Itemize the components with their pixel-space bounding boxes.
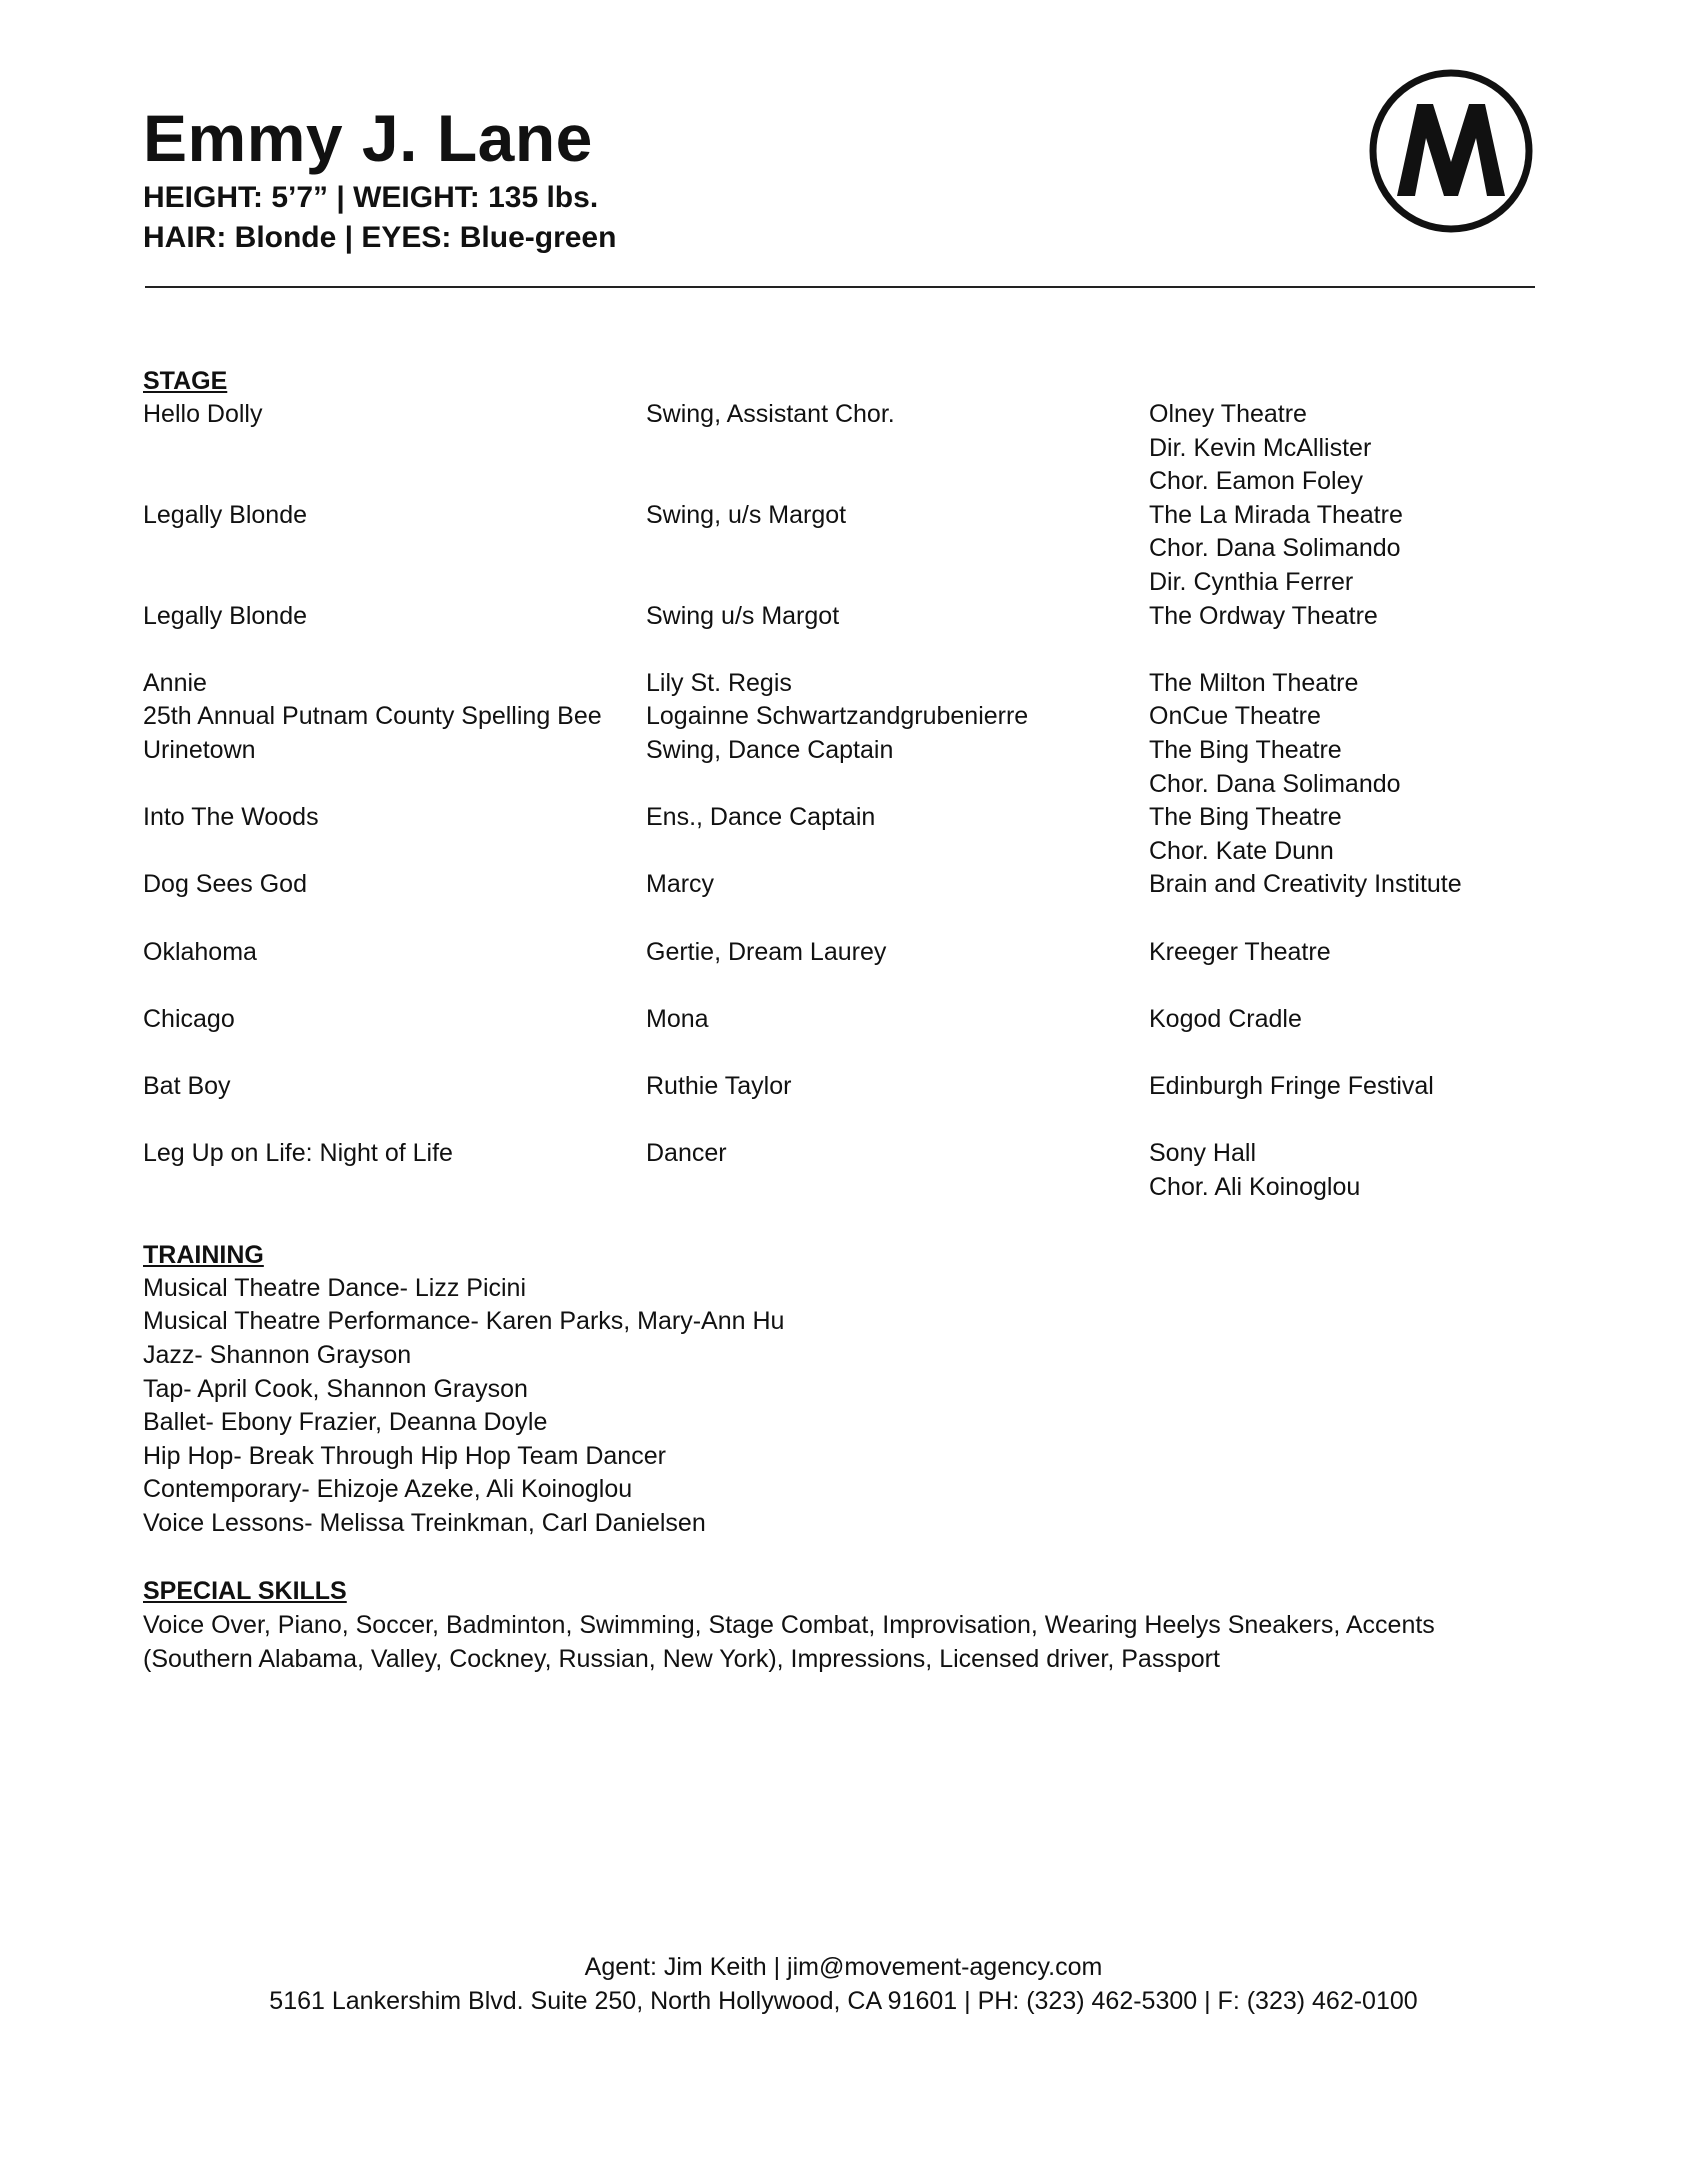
training-section: [143, 1238, 1543, 1541]
credit-venue: [1149, 1137, 1543, 1204]
credit-show: Legally Blonde: [143, 601, 308, 630]
credit-role: Gertie, Dream Laurey: [646, 937, 887, 966]
credit-row: [143, 398, 1543, 499]
credit-spacer: [143, 1036, 1543, 1070]
credit-row: [143, 1137, 1543, 1204]
credit-show: Legally Blonde: [143, 500, 308, 529]
agency-address: 5161 Lankershim Blvd. Suite 250, North Hollywood, CA 91601 | PH: (323) 462-5300 | F: (323) 462-0100: [269, 1987, 1418, 2015]
agent-contact: Agent: Jim Keith | jim@movement-agency.com: [584, 1953, 1103, 1981]
credit-show: Oklahoma: [143, 937, 257, 966]
credit-venue: [1149, 398, 1543, 499]
credit-role: Swing, Dance Captain: [646, 735, 894, 764]
credit-row: [143, 936, 1543, 970]
training-item: Musical Theatre Dance- Lizz Picini: [143, 1273, 527, 1302]
credit-venue: [1149, 600, 1543, 634]
credit-venue-line: Olney Theatre: [1149, 400, 1307, 428]
credit-venue-line: Chor. Eamon Foley: [1149, 467, 1363, 496]
credit-venue-line: Dir. Cynthia Ferrer: [1149, 567, 1354, 596]
credit-row: [143, 667, 1543, 701]
credit-show: Dog Sees God: [143, 870, 307, 899]
credit-venue-line: The Bing Theatre: [1149, 803, 1342, 832]
credit-venue: [1149, 1070, 1543, 1104]
training-heading: TRAINING: [143, 1240, 264, 1269]
credit-venue-line: OnCue Theatre: [1149, 702, 1321, 731]
credit-show: Into The Woods: [143, 803, 319, 832]
credit-show: Hello Dolly: [143, 400, 263, 428]
credit-venue-line: The Ordway Theatre: [1149, 601, 1378, 630]
credit-venue-line: Brain and Creativity Institute: [1149, 870, 1462, 899]
credit-venue: [1149, 700, 1543, 734]
stage-section: [143, 364, 1543, 1204]
credit-spacer: [143, 1103, 1543, 1137]
agency-m-logo-icon: [1368, 68, 1534, 234]
credit-venue-line: Edinburgh Fringe Festival: [1149, 1071, 1434, 1100]
credit-show: Urinetown: [143, 735, 256, 764]
special-skills-section: [143, 1574, 1543, 1676]
training-item: Jazz- Shannon Grayson: [143, 1341, 412, 1370]
credit-spacer: [143, 902, 1543, 936]
credit-venue-line: Chor. Kate Dunn: [1149, 836, 1334, 865]
credit-venue: [1149, 1003, 1543, 1037]
credit-venue-line: Chor. Dana Solimando: [1149, 534, 1401, 563]
stage-credits-table: [143, 398, 1543, 1204]
credit-show: Leg Up on Life: Night of Life: [143, 1139, 453, 1168]
credit-venue-line: The La Mirada Theatre: [1149, 500, 1403, 529]
credit-venue: [1149, 801, 1543, 868]
credit-row: [143, 1070, 1543, 1104]
credit-venue: [1149, 868, 1543, 902]
credit-venue-line: Dir. Kevin McAllister: [1149, 433, 1372, 462]
credit-show: 25th Annual Putnam County Spelling Bee: [143, 702, 602, 731]
credit-row: [143, 1003, 1543, 1037]
credit-venue-line: Kreeger Theatre: [1149, 937, 1331, 966]
credit-role: Swing, u/s Margot: [646, 500, 847, 529]
special-skills-text: Voice Over, Piano, Soccer, Badminton, Swimming, Stage Combat, Improvisation, Wearing Heelys Sneakers, Accents (Southern Alabama, Valley, Cockney, Russian, New York), Impressions, Licensed driver, Passport: [143, 1611, 1435, 1674]
credit-row: [143, 700, 1543, 734]
training-item: Musical Theatre Performance- Karen Parks, Mary-Ann Hu: [143, 1307, 785, 1336]
credit-role: Ens., Dance Captain: [646, 803, 876, 832]
resume-header: [143, 98, 616, 258]
credit-venue-line: Sony Hall: [1149, 1139, 1256, 1168]
credit-venue: [1149, 734, 1543, 801]
credit-venue: [1149, 667, 1543, 701]
credit-role: Mona: [646, 1004, 709, 1033]
credit-venue: [1149, 936, 1543, 970]
special-skills-heading: SPECIAL SKILLS: [143, 1577, 347, 1606]
credit-venue-line: Kogod Cradle: [1149, 1004, 1302, 1033]
credit-role: Lily St. Regis: [646, 668, 792, 697]
credit-venue: [1149, 499, 1543, 600]
credit-row: [143, 801, 1543, 868]
credit-venue-line: Chor. Ali Koinoglou: [1149, 1172, 1361, 1201]
stage-heading: STAGE: [143, 367, 228, 395]
height-weight: HEIGHT: 5’7” | WEIGHT: 135 lbs.: [143, 181, 599, 214]
credit-row: [143, 734, 1543, 801]
training-item: Tap- April Cook, Shannon Grayson: [143, 1374, 528, 1403]
agent-footer: [0, 1950, 1687, 2018]
credit-row: [143, 600, 1543, 634]
credit-role: Logainne Schwartzandgrubenierre: [646, 702, 1029, 731]
training-list: [143, 1272, 1543, 1541]
credit-role: Dancer: [646, 1139, 727, 1168]
credit-venue-line: The Milton Theatre: [1149, 668, 1359, 697]
credit-show: Chicago: [143, 1004, 235, 1033]
credit-role: Ruthie Taylor: [646, 1071, 792, 1100]
credit-row: [143, 499, 1543, 600]
training-item: Ballet- Ebony Frazier, Deanna Doyle: [143, 1408, 548, 1437]
credit-spacer: [143, 633, 1543, 667]
training-item: Hip Hop- Break Through Hip Hop Team Dancer: [143, 1441, 666, 1470]
credit-spacer: [143, 969, 1543, 1003]
hair-eyes: HAIR: Blonde | EYES: Blue-green: [143, 221, 617, 254]
credit-role: Swing u/s Margot: [646, 601, 840, 630]
credit-row: [143, 868, 1543, 902]
credit-venue-line: The Bing Theatre: [1149, 735, 1342, 764]
training-item: Voice Lessons- Melissa Treinkman, Carl Danielsen: [143, 1509, 706, 1537]
performer-name: Emmy J. Lane: [143, 101, 593, 175]
training-item: Contemporary- Ehizoje Azeke, Ali Koinoglou: [143, 1475, 633, 1504]
credit-venue-line: Chor. Dana Solimando: [1149, 769, 1401, 798]
credit-role: Swing, Assistant Chor.: [646, 400, 895, 428]
logo-letter-m: [1397, 104, 1505, 196]
credit-role: Marcy: [646, 870, 715, 899]
resume-body: [143, 364, 1543, 1676]
credit-show: Bat Boy: [143, 1071, 231, 1100]
header-divider: [145, 286, 1535, 288]
credit-show: Annie: [143, 668, 207, 697]
